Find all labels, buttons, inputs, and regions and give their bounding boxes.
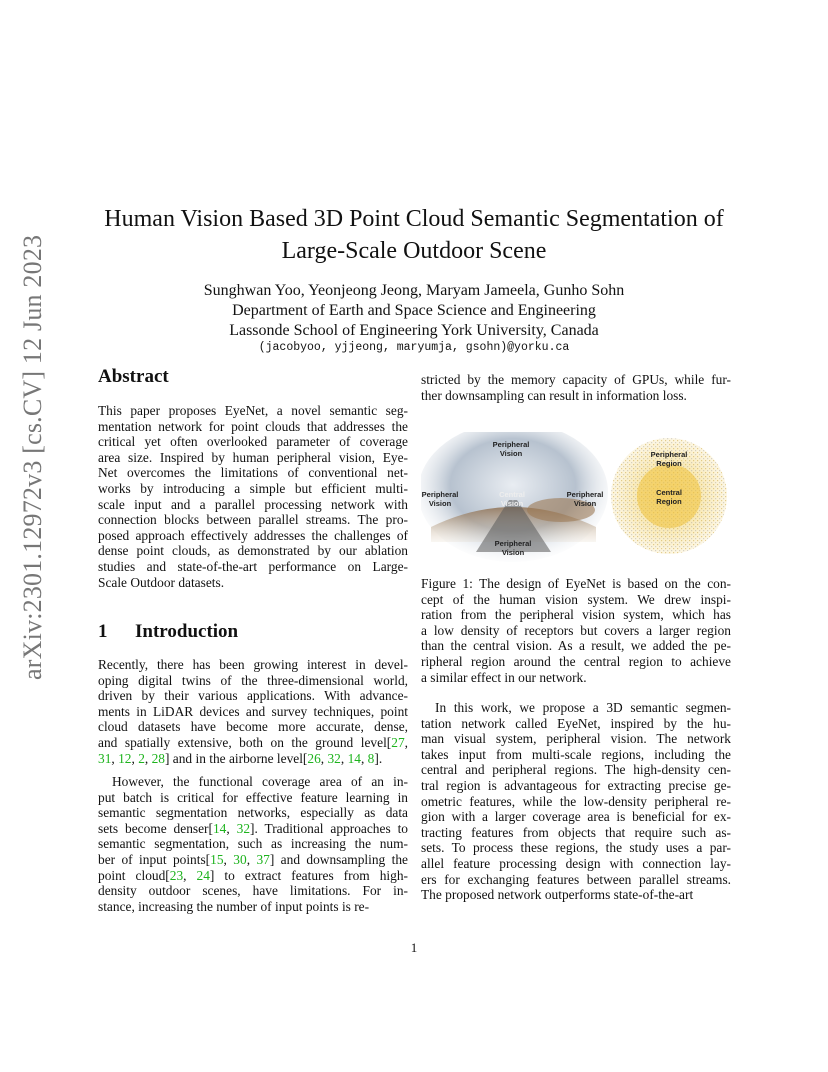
affiliation-2: Lassonde School of Engineering York University, Canada [229, 322, 599, 339]
text-line: ers for exchanging features between parallel streams. [421, 871, 731, 887]
intro-paragraph-2 [98, 774, 408, 914]
text-line: studies and state-of-the-art performance on Large- [98, 558, 408, 574]
text-line: area size. Inspired by human peripheral vision, Eye- [98, 449, 408, 465]
text-line: allel feature processing design with connection lay- [421, 855, 731, 871]
text-line: tracting features from objects that require such as- [421, 824, 731, 840]
citation[interactable]: 30 [233, 851, 247, 867]
citation[interactable]: 24 [196, 867, 210, 883]
text-line: ripheral region around the central region to achieve [421, 653, 731, 669]
text-line: ometric features, while the low-density peripheral re- [421, 793, 731, 809]
text-line: Scale Outdoor datasets. [98, 574, 225, 590]
text-line: connection blocks between parallel streams. The pro- [98, 512, 408, 528]
section-title: Introduction [135, 621, 239, 642]
affiliation-1: Department of Earth and Space Science and Engineering [232, 302, 596, 319]
citation[interactable]: 2 [138, 750, 145, 766]
label-peripheral-region: Peripheral Region [650, 450, 688, 468]
author-block [60, 281, 768, 341]
text-line: density outdoor scenes, have limitations. For in- [98, 883, 408, 899]
text-line: tation network called EyeNet, inspired by the hu- [421, 715, 731, 731]
text-line: 31, 12, 2, 28] and in the airborne level[26, 32, 14, 8]. [98, 750, 383, 766]
text-line: critical yet often overlooked parameter of coverage [98, 434, 408, 450]
text-line: ration from the peripheral vision system, which has [421, 607, 731, 623]
citation[interactable]: 32 [236, 820, 251, 836]
citation[interactable]: 26 [307, 750, 321, 766]
abstract-heading: Abstract [98, 366, 169, 387]
page-number: 1 [410, 940, 418, 955]
text-line: than the central vision. As a result, we added the pe- [421, 638, 731, 654]
text-line: man visual system, peripheral vision. The network [421, 731, 731, 747]
text-line: a low density of receptors but covers a larger region [421, 622, 731, 638]
citation[interactable]: 14 [212, 820, 227, 836]
label-bottom-peripheral: Peripheral Vision [494, 539, 532, 557]
figure-1-caption [421, 576, 731, 685]
figure-1 [421, 432, 731, 562]
citation[interactable]: 32 [327, 750, 341, 766]
text-line: sets. To process these regions, the study uses a par- [421, 840, 731, 856]
citation[interactable]: 31 [98, 750, 112, 766]
label-right-peripheral: Peripheral Vision [566, 490, 604, 508]
text-line: ther downsampling can result in information loss. [421, 387, 687, 403]
text-line: tral region is advantageous for extracting precise ge- [421, 777, 731, 793]
text-line: and spatially extensive, both on the ground level[27, [98, 734, 408, 750]
text-line: works by introducing a simple but efficient multi- [98, 480, 408, 496]
text-line: mentation network for point clouds that addresses the [98, 418, 408, 434]
authors: Sunghwan Yoo, Yeonjeong Jeong, Maryam Jameela, Gunho Sohn [203, 282, 625, 299]
label-central-vision: Central Vision [499, 490, 525, 508]
abstract-body [98, 403, 408, 590]
author-email: (jacobyoo, yjjeong, maryumja, gsohn)@yorku.ca [258, 341, 570, 354]
section-number: 1 [98, 621, 108, 642]
label-left-peripheral: Peripheral Vision [421, 490, 459, 508]
label-central-region: Central Region [656, 488, 682, 506]
citation[interactable]: 8 [367, 750, 375, 766]
citation[interactable]: 12 [118, 750, 132, 766]
text-line: driven by their various applications. With advance- [98, 688, 408, 704]
text-line: scale input and a parallel processing network with [98, 496, 408, 512]
intro-heading [98, 621, 238, 643]
paper-title [60, 203, 768, 267]
text-line: stance, increasing the number of input points is re- [98, 898, 370, 914]
citation[interactable]: 37 [256, 851, 270, 867]
text-line: oping digital twins of the three-dimensional world, [98, 672, 408, 688]
label-top-peripheral: Peripheral Vision [492, 440, 530, 458]
citation[interactable]: 23 [169, 867, 184, 883]
text-line: a similar effect in our network. [421, 669, 587, 685]
text-line: This paper proposes EyeNet, a novel semantic seg- [98, 403, 408, 418]
citation[interactable]: 15 [210, 851, 224, 867]
right-paragraph-2 [421, 700, 731, 903]
text-line: Recently, there has been growing interest in devel- [98, 657, 408, 672]
text-line: Figure 1: The design of EyeNet is based on the con- [421, 576, 731, 591]
text-line: central and peripheral regions. The high-density cen- [421, 762, 731, 778]
text-line: stricted by the memory capacity of GPUs, while fur- [421, 372, 731, 387]
text-line: sets become denser[14, 32]. Traditional approaches to [98, 820, 408, 836]
right-top-text [421, 372, 731, 403]
text-line: semantic segmentation, such as increasing the num- [98, 836, 408, 852]
text-line: cloud datasets have become more accurate, dense, [98, 719, 408, 735]
text-line: point cloud[23, 24] to extract features from high- [98, 867, 408, 883]
title-line-2: Large-Scale Outdoor Scene [281, 238, 547, 264]
text-line: dense point clouds, as demonstrated by our ablation [98, 543, 408, 559]
text-line: Net overcomes the limitations of conventional net- [98, 465, 408, 481]
text-line: The proposed network outperforms state-of-the-art [421, 887, 694, 903]
citation[interactable]: 27 [391, 734, 405, 750]
text-line: However, the functional coverage area of an in- [112, 774, 408, 789]
text-line: takes input from multi-scale regions, including the [421, 746, 731, 762]
citation[interactable]: 14 [347, 750, 361, 766]
intro-paragraph-1 [98, 657, 408, 766]
citation[interactable]: 28 [151, 750, 165, 766]
text-line: put batch is critical for effective feature learning in [98, 789, 408, 805]
text-line: gion with a larger coverage area is beneficial for ex- [421, 809, 731, 825]
text-line: posed approach effectively addresses the challenges of [98, 527, 408, 543]
title-line-1: Human Vision Based 3D Point Cloud Semantic Segmentation of [104, 206, 724, 232]
text-line: ber of input points[15, 30, 37] and downsampling the [98, 851, 408, 867]
text-line: ments in LiDAR devices and survey techniques, point [98, 703, 408, 719]
text-line: cept of the human vision system. We drew inspi- [421, 591, 731, 607]
arxiv-stamp: arXiv:2301.12972v3 [cs.CV] 12 Jun 2023 [18, 234, 47, 680]
text-line: In this work, we propose a 3D semantic segmen- [435, 700, 731, 715]
text-line: semantic segmentation networks, especially as data [98, 805, 408, 821]
